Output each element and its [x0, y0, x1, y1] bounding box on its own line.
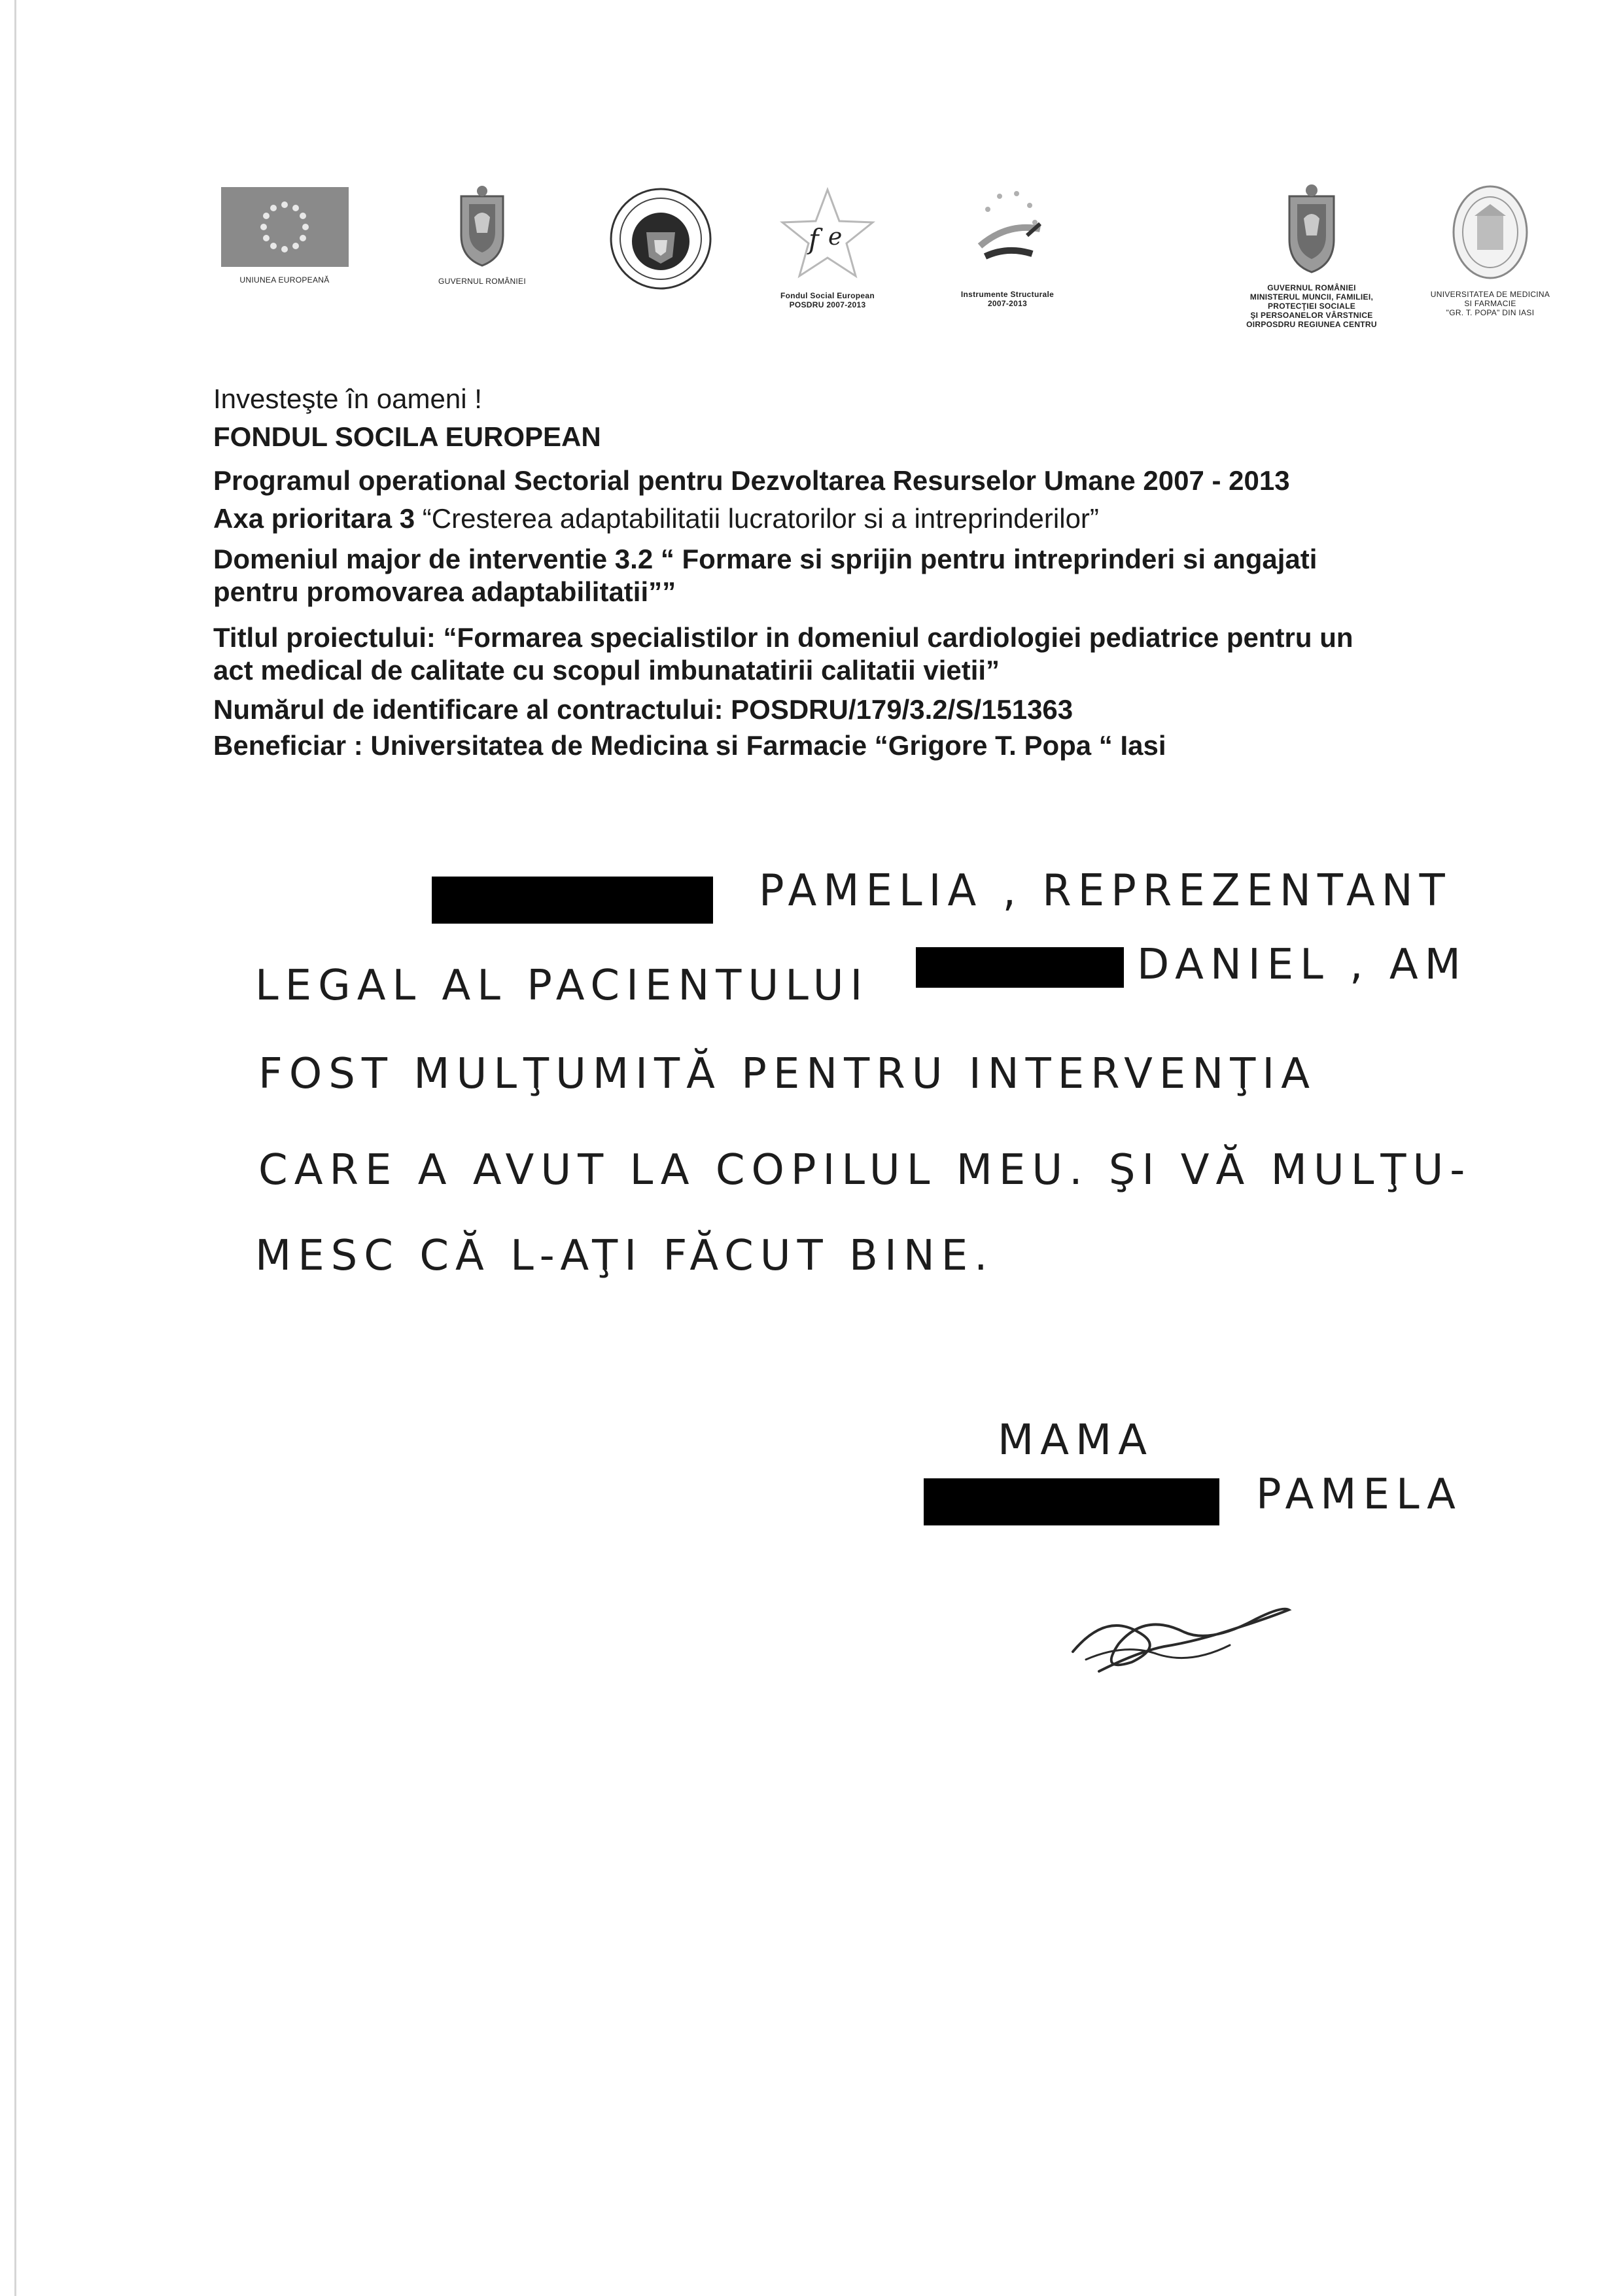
fse-star-icon [778, 184, 877, 283]
logo-caption: UNIUNEA EUROPEANĂ [239, 275, 330, 285]
letter-line-2b: DANIEL , AM [1137, 941, 1467, 989]
redaction-bar [916, 947, 1124, 988]
closing-mama: MAMA [998, 1416, 1153, 1465]
redaction-bar [432, 877, 713, 924]
letter-line-3: FOST MULŢUMITĂ PENTRU INTERVENŢIA [258, 1050, 1316, 1098]
axis-label: Axa prioritara 3 [213, 503, 415, 534]
handwritten-signature [1060, 1586, 1302, 1691]
fund-name: FONDUL SOCILA EUROPEAN [213, 421, 601, 452]
logo-ministry [1223, 183, 1400, 329]
logo-university [1405, 183, 1575, 317]
university-seal-icon [1451, 183, 1529, 281]
letter-line-4: CARE A AVUT LA COPILUL MEU. ŞI VĂ MULŢU- [258, 1146, 1472, 1194]
romania-coat-of-arms-icon [456, 184, 508, 268]
logo-fse [746, 184, 909, 309]
domain-line-2: pentru promovarea adaptabilitatii”” [213, 576, 676, 607]
contract-number: Numărul de identificare al contractului: POSDRU/179/3.2/S/151363 [213, 694, 1073, 725]
logo-caption: GUVERNUL ROMÂNIEI MINISTERUL MUNCII, FAMILIEI, PROTECŢIEI SOCIALE ŞI PERSOANELOR VÂRSTNICE OIRPOSDRU REGIUNEA CENTRU [1246, 283, 1377, 329]
structural-instruments-icon [962, 183, 1053, 281]
beneficiary: Beneficiar : Universitatea de Medicina si Farmacie “Grigore T. Popa “ Iasi [213, 730, 1166, 761]
axis-text: “Cresterea adaptabilitatii lucratorilor si a intreprinderilor” [415, 503, 1099, 534]
romania-coat-of-arms-icon [1284, 183, 1339, 275]
logo-government [413, 184, 551, 286]
svg-text:f: f [809, 223, 819, 255]
eu-flag-icon [221, 187, 349, 267]
letter-line-1: PAMELIA , REPREZENTANT [759, 865, 1452, 916]
scan-edge [14, 0, 16, 2296]
signer-name: PAMELA [1256, 1470, 1462, 1519]
round-seal-icon [608, 186, 713, 291]
program-line: Programul operational Sectorial pentru Dezvoltarea Resurselor Umane 2007 - 2013 [213, 465, 1290, 496]
domain-line-1: Domeniul major de interventie 3.2 “ Formare si sprijin pentru intreprinderi si angajati [213, 544, 1318, 574]
letter-line-5: MESC CĂ L-AŢI FĂCUT BINE. [255, 1232, 994, 1280]
logo-caption: Fondul Social European POSDRU 2007-2013 [780, 291, 875, 309]
logo-instruments [932, 183, 1083, 308]
axis-line [213, 502, 1495, 535]
letter-line-2a: LEGAL AL PACIENTULUI [255, 962, 869, 1010]
logo-round-seal [605, 186, 716, 294]
logo-caption: Instrumente Structurale 2007-2013 [960, 290, 1055, 308]
redaction-bar [924, 1478, 1219, 1525]
logo-caption: UNIVERSITATEA DE MEDICINA SI FARMACIE "GR. T. POPA" DIN IASI [1430, 290, 1550, 317]
project-title-line-1: Titlul proiectului: “Formarea specialistilor in domeniul cardiologiei pediatrice pentru un [213, 622, 1353, 653]
logo-caption: GUVERNUL ROMÂNIEI [438, 277, 526, 286]
svg-text:e: e [828, 224, 843, 251]
logo-eu [209, 187, 360, 285]
slogan: Investeşte în oameni ! [213, 383, 482, 414]
project-title-line-2: act medical de calitate cu scopul imbunatatirii calitatii vietii” [213, 655, 1000, 686]
